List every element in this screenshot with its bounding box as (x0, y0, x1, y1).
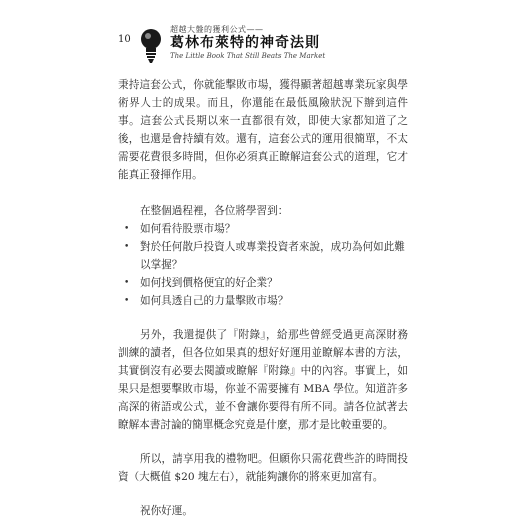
lightbulb-logo-icon (137, 26, 165, 66)
bullet-icon: • (124, 296, 130, 306)
list-item (118, 292, 408, 310)
paragraph-3: 另外，我還提供了『附錄』，給那些曾經受過更高深財務訓練的讀者，但各位如果真的想好好運用並瞭解本書的方法，其實倒沒有必要去閱讀或瞭解『附錄』中的內容。事實上，如果只是想要擊敗市場，你並不需要擁有 MBA 學位。知道許多高深的術語或公式，並不會讓你要得有所不同。請各位試著去瞭解本書討論的簡單概念究竟是什麼，那才是比較重要的。 (118, 329, 408, 431)
bullet-icon: • (124, 242, 130, 252)
page-header (0, 0, 520, 70)
bullet-icon: • (124, 224, 130, 234)
list-item (118, 274, 408, 292)
paragraph-2: 在整個過程裡，各位將學習到： (140, 205, 289, 217)
list-item-text: 如何看待股票市場？ (140, 223, 236, 235)
page-body (118, 76, 408, 520)
paragraph-1: 秉持這套公式，你就能擊敗市場，獲得顯著超越專業玩家與學術界人士的成果。而且，你還能在最低風險狀況下辦到這件事。這套公式長期以來一直都很有效，即使大家都知道了之後，也還是會持續有效。還有，這套公式的運用很簡單，不太需要花費很多時間，但你必須真正瞭解這套公式的道理，它才能真正發揮作用。 (118, 79, 408, 181)
list-item-text: 對於任何散戶投資人或專業投資者來說，成功為何如此難以掌握？ (140, 241, 405, 271)
bullet-icon: • (124, 278, 130, 288)
paragraph-4: 所以，請享用我的禮物吧。但願你只需花費些許的時間投資（大概值 $20 塊左右），就能夠讓你的將來更加富有。 (118, 453, 408, 483)
list-item-text: 如何找到價格便宜的好企業？ (140, 277, 278, 289)
bullet-list (118, 220, 408, 310)
book-supertitle: 超越大盤的獲利公式—— (170, 25, 264, 34)
book-subtitle: The Little Book That Still Beats The Market (170, 52, 326, 60)
book-title: 葛林布萊特的神奇法則 (170, 35, 320, 51)
list-item-text: 如何具透自己的力量擊敗市場？ (140, 295, 289, 307)
page-number: 10 (118, 34, 131, 45)
list-item (118, 220, 408, 238)
header-titles (170, 25, 325, 61)
paragraph-5: 祝你好運。 (140, 505, 193, 517)
list-item (118, 238, 408, 274)
